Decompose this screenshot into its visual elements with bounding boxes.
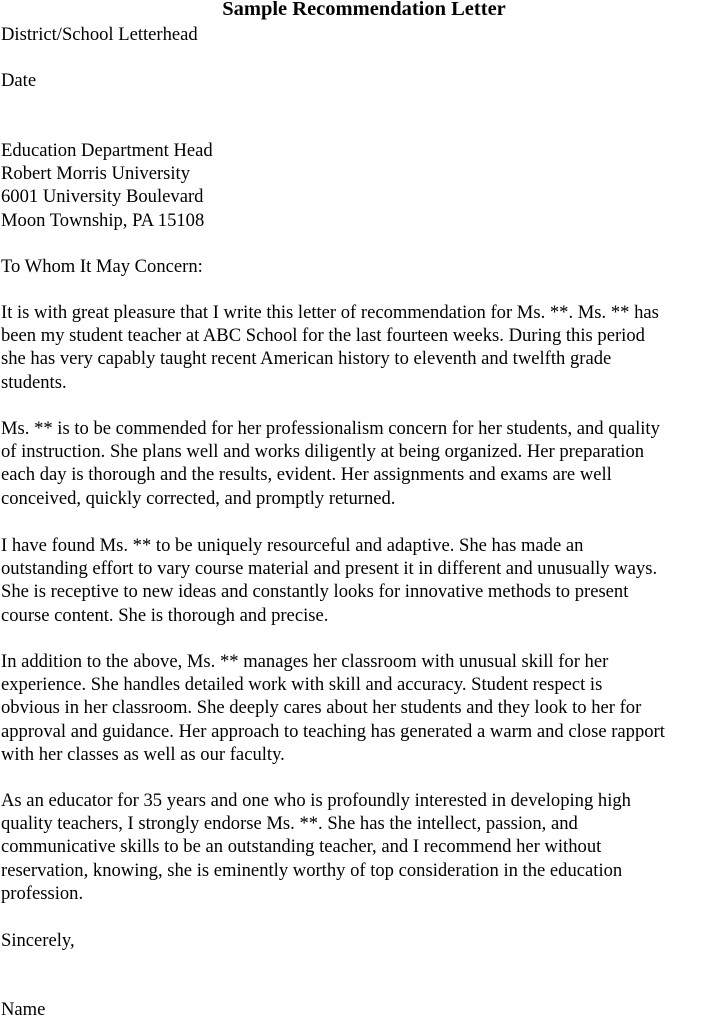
document-title: Sample Recommendation Letter: [222, 0, 506, 20]
paragraph-line: In addition to the above, Ms. ** manages her classroom with unusual skill for her: [1, 651, 609, 672]
signature-name: Name: [1, 999, 46, 1020]
paragraph-line: reservation, knowing, she is eminently worthy of top consideration in the education: [1, 859, 623, 881]
recipient-address: [1, 139, 213, 232]
closing: Sincerely,: [1, 930, 75, 951]
paragraph-line: been my student teacher at ABC School for the last fourteen weeks. During this period: [1, 325, 645, 347]
paragraph-line: I have found Ms. ** to be uniquely resourceful and adaptive. She has made an: [1, 535, 584, 556]
paragraph-line: course content. She is thorough and precise.: [1, 604, 329, 626]
recipient-line: Education Department Head: [1, 140, 213, 161]
paragraph-line: outstanding effort to vary course material and present it in different and unusually ways.: [1, 558, 658, 580]
letterhead: District/School Letterhead: [1, 24, 198, 45]
paragraph-line: students.: [1, 371, 67, 393]
recipient-line: Moon Township, PA 15108: [1, 209, 205, 231]
paragraph-line: As an educator for 35 years and one who is profoundly interested in developing high: [1, 790, 631, 811]
paragraph-line: of instruction. She plans well and works diligently at being organized. Her preparation: [1, 441, 645, 463]
paragraph-line: approval and guidance. Her approach to teaching has generated a warm and close rapport: [1, 720, 665, 742]
paragraph-line: quality teachers, I strongly endorse Ms. **. She has the intellect, passion, and: [1, 813, 578, 835]
paragraph-3: [1, 534, 657, 627]
paragraph-line: communicative skills to be an outstanding teacher, and I recommend her without: [1, 836, 602, 858]
recipient-line: 6001 University Boulevard: [1, 186, 204, 208]
salutation: To Whom It May Concern:: [1, 256, 203, 277]
paragraph-line: conceived, quickly corrected, and promptly returned.: [1, 487, 396, 509]
paragraph-line: with her classes as well as our faculty.: [1, 743, 285, 765]
paragraph-line: It is with great pleasure that I write this letter of recommendation for Ms. **. Ms. ** has: [1, 302, 659, 323]
paragraph-line: she has very capably taught recent American history to eleventh and twelfth grade: [1, 348, 612, 370]
recipient-line: Robert Morris University: [1, 163, 191, 185]
date-line: Date: [1, 70, 37, 91]
paragraph-line: experience. She handles detailed work with skill and accuracy. Student respect is: [1, 674, 603, 696]
paragraph-line: each day is thorough and the results, evident. Her assignments and exams are well: [1, 464, 612, 486]
paragraph-line: obvious in her classroom. She deeply cares about her students and they look to her for: [1, 697, 642, 719]
paragraph-1: [1, 301, 659, 394]
paragraph-4: [1, 650, 665, 766]
paragraph-line: Ms. ** is to be commended for her professionalism concern for her students, and quality: [1, 418, 660, 439]
paragraph-2: [1, 417, 660, 510]
paragraph-5: [1, 789, 631, 905]
paragraph-line: She is receptive to new ideas and constantly looks for innovative methods to present: [1, 581, 629, 603]
paragraph-line: profession.: [1, 882, 84, 904]
